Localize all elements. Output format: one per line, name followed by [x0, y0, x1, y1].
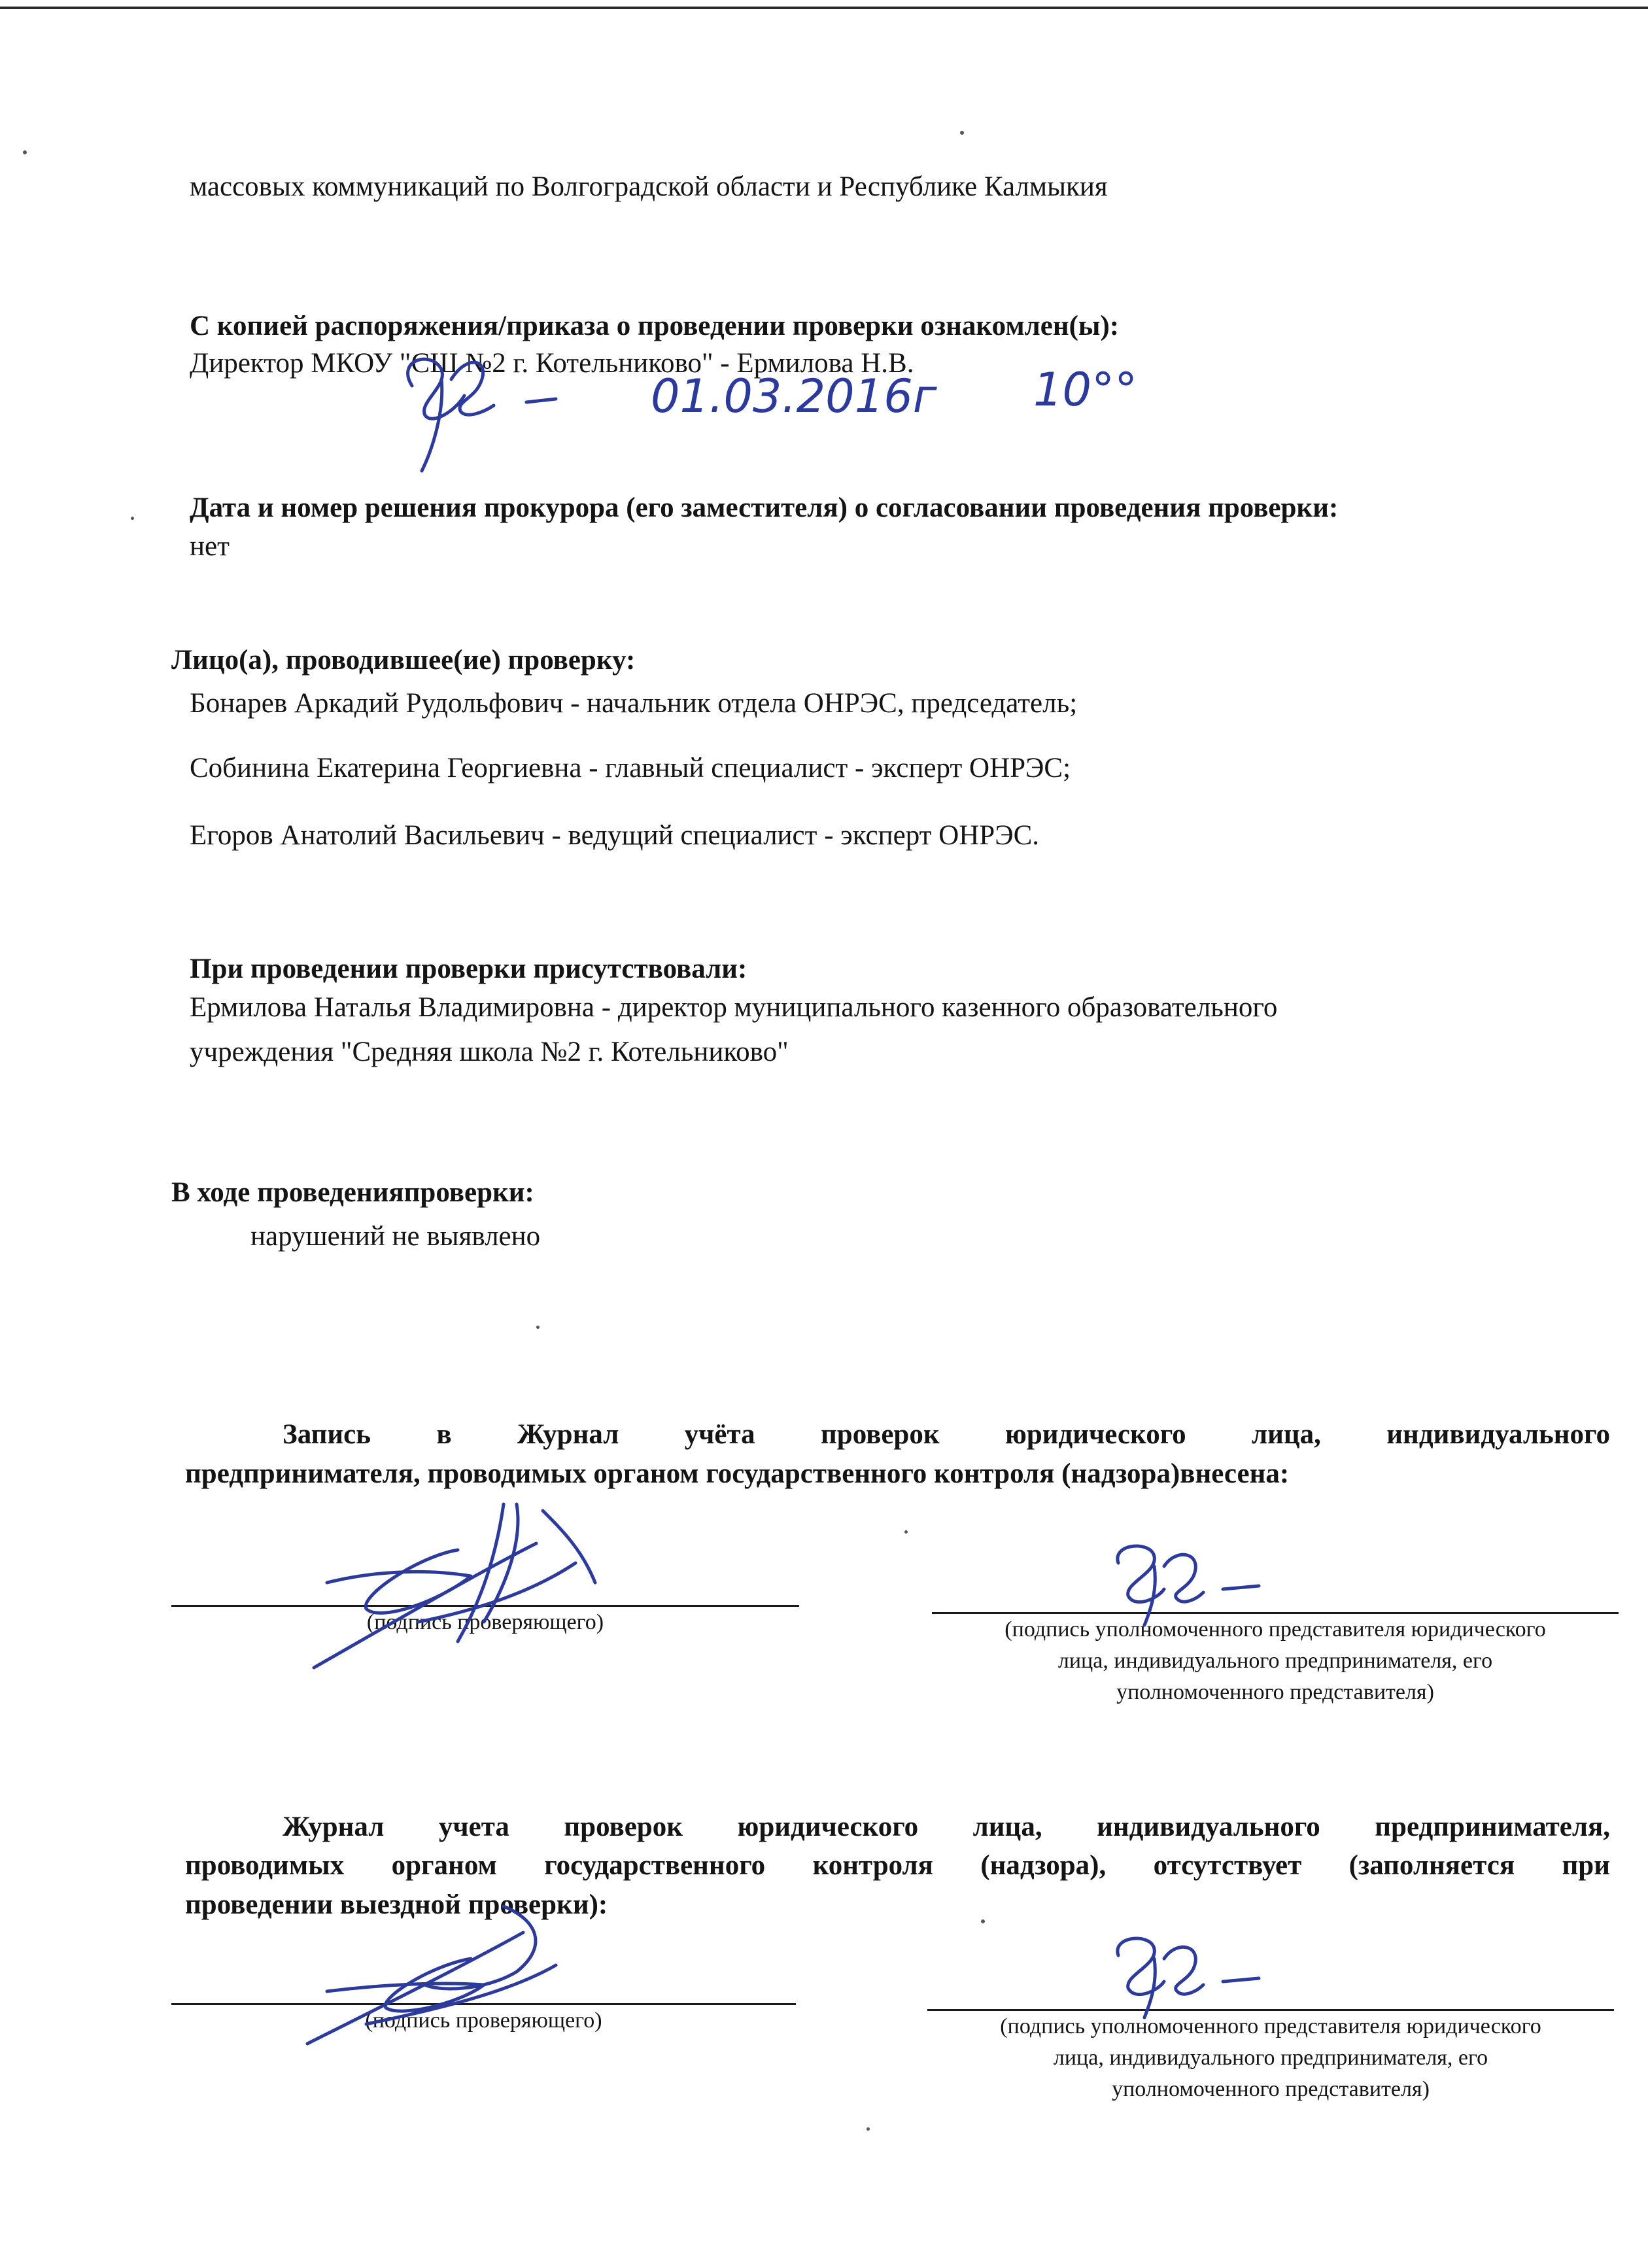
findings-heading: В ходе проведенияпроверки:	[171, 1177, 534, 1208]
inspector-item: Бонарев Аркадий Рудольфович - начальник отдела ОНРЭС, председатель;	[190, 688, 1078, 719]
inspector-signature	[288, 1491, 628, 1687]
acquaintance-heading: С копией распоряжения/приказа о проведении проверки ознакомлен(ы):	[190, 311, 1120, 341]
scan-speck	[536, 1326, 540, 1329]
present-person-line: учреждения "Средняя школа №2 г. Котельниково"	[190, 1037, 789, 1067]
present-heading: При проведении проверки присутствовали:	[190, 954, 747, 984]
present-person-line: Ермилова Наталья Владимировна - директор муниципального казенного образовательного	[190, 992, 1278, 1023]
inspectors-heading: Лицо(а), проводившее(ие) проверку:	[171, 645, 636, 676]
representative-caption-line-2: лица, индивидуального предпринимателя, его	[1053, 2046, 1488, 2070]
journal-entry-line: предпринимателя, проводимых органом государственного контроля (надзора)внесена:	[185, 1458, 1290, 1489]
findings-value: нарушений не выявлено	[250, 1221, 541, 1252]
journal-absent-line: проводимых органом государственного контроля (надзора), отсутствует (заполняется при	[185, 1850, 1610, 1881]
acquainted-person: Директор МКОУ "СШ №2 г. Котельниково" - Ермилова Н.В.	[190, 348, 914, 379]
representative-signature-2	[1099, 1929, 1295, 2021]
header-continuation-line: массовых коммуникаций по Волгоградской области и Республике Калмыкия	[190, 171, 1108, 202]
prosecutor-value: нет	[190, 531, 230, 562]
representative-caption-line: (подпись уполномоченного представителя юридического	[1004, 1617, 1546, 1641]
inspector-signature-2	[288, 1893, 628, 2063]
handwritten-time: 10°°	[1033, 363, 1138, 417]
inspector-item: Егоров Анатолий Васильевич - ведущий специалист - эксперт ОНРЭС.	[190, 820, 1040, 851]
representative-signature	[1099, 1537, 1295, 1628]
handwritten-date: 01.03.2016г	[651, 369, 937, 423]
scan-speck	[131, 517, 134, 520]
inspector-item: Собинина Екатерина Георгиевна - главный специалист - эксперт ОНРЭС;	[190, 753, 1071, 783]
scan-border-line	[0, 7, 1648, 9]
journal-absent-line: проведении выездной проверки):	[185, 1889, 608, 1920]
representative-caption-line-2: (подпись уполномоченного представителя юридического	[1000, 2014, 1541, 2038]
handwritten-signature-date	[392, 340, 1308, 471]
inspector-signature-caption: (подпись проверяющего)	[366, 1610, 604, 1634]
representative-caption-line-2: уполномоченного представителя)	[1112, 2077, 1430, 2101]
prosecutor-heading: Дата и номер решения прокурора (его заместителя) о согласовании проведения проверки:	[190, 492, 1339, 523]
scan-speck	[981, 1919, 985, 1923]
representative-caption-line: уполномоченного представителя)	[1116, 1680, 1434, 1704]
scan-speck	[23, 150, 27, 154]
scan-speck	[904, 1530, 908, 1534]
representative-caption-line: лица, индивидуального предпринимателя, его	[1057, 1649, 1493, 1673]
scan-speck	[960, 131, 964, 135]
journal-entry-line: Запись в Журнал учёта проверок юридического лица, индивидуального	[283, 1419, 1610, 1450]
journal-absent-line: Журнал учета проверок юридического лица, индивидуального предпринимателя,	[283, 1812, 1610, 1842]
inspector-signature-caption-2: (подпись проверяющего)	[365, 2008, 602, 2033]
scan-speck	[867, 2127, 870, 2131]
